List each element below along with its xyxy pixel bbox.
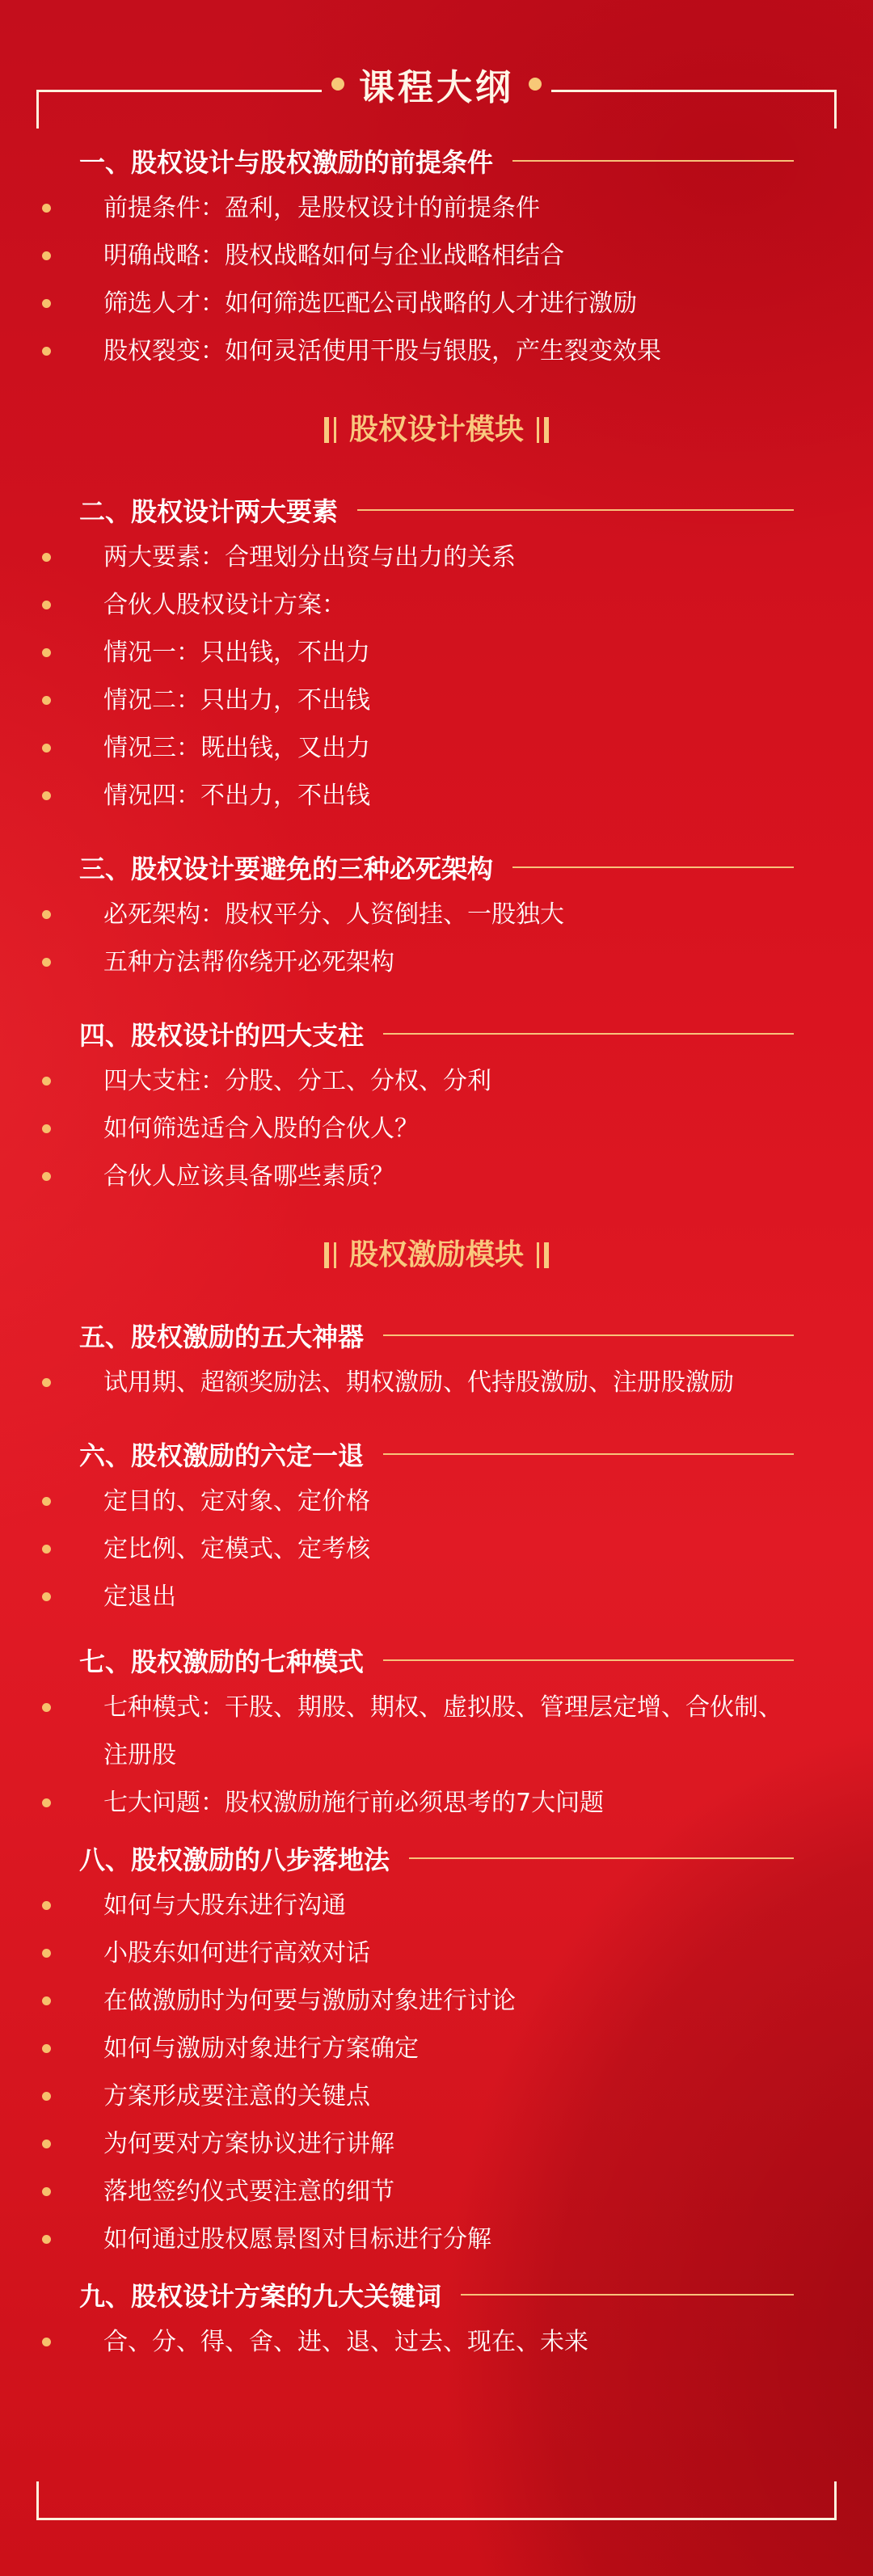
- bullet-list: [79, 1359, 794, 1406]
- section-1: [79, 137, 794, 375]
- list-item: 试用期、超额奖励法、期权激励、代持股激励、注册股激励: [79, 1359, 794, 1406]
- bar-icon: [324, 1242, 329, 1268]
- list-item: 合伙人股权设计方案：: [79, 581, 794, 629]
- section-4: [79, 1010, 794, 1200]
- heading-rule: [357, 509, 794, 511]
- section-7: [79, 1637, 794, 1827]
- bullet-list: [79, 184, 794, 375]
- list-item: 五种方法帮你绕开必死架构: [79, 938, 794, 986]
- section-heading-text: 六、股权激励的六定一退: [79, 1440, 365, 1471]
- title-bar: [0, 58, 873, 110]
- outline-content: [0, 137, 873, 2366]
- heading-rule: [512, 160, 794, 162]
- heading-rule: [383, 1334, 794, 1336]
- bar-icon: [334, 1242, 336, 1268]
- section-heading-text: 二、股权设计两大要素: [79, 496, 339, 527]
- list-item: 如何筛选适合入股的合伙人？: [79, 1105, 794, 1153]
- heading-rule: [383, 1033, 794, 1035]
- list-item: 如何通过股权愿景图对目标进行分解: [79, 2216, 794, 2263]
- section-5: [79, 1312, 794, 1406]
- section-3: [79, 844, 794, 986]
- section-heading-text: 七、股权激励的七种模式: [79, 1646, 365, 1677]
- section-9: [79, 2271, 794, 2366]
- list-item: 为何要对方案协议进行讲解: [79, 2120, 794, 2168]
- list-item: 定比例、定模式、定考核: [79, 1525, 794, 1573]
- section-heading: [79, 2271, 794, 2318]
- module-title-incentive: [0, 1231, 873, 1280]
- list-item: 股权裂变：如何灵活使用干股与银股，产生裂变效果: [79, 327, 794, 375]
- list-item: 方案形成要注意的关键点: [79, 2072, 794, 2120]
- bar-icon: [324, 417, 329, 443]
- list-item: 在做激励时为何要与激励对象进行讨论: [79, 1977, 794, 2025]
- module-title-text: 股权设计模块: [348, 413, 524, 446]
- section-8: [79, 1835, 794, 2263]
- list-item: 落地签约仪式要注意的细节: [79, 2168, 794, 2216]
- module-title-text: 股权激励模块: [348, 1238, 524, 1271]
- module-title-design: [0, 406, 873, 454]
- list-item: 情况一：只出钱，不出力: [79, 629, 794, 677]
- heading-rule: [383, 1659, 794, 1661]
- section-heading: [79, 487, 794, 533]
- list-item: 明确战略：股权战略如何与企业战略相结合: [79, 232, 794, 280]
- heading-rule: [383, 1453, 794, 1455]
- bar-icon: [537, 1242, 539, 1268]
- bullet-list: [79, 533, 794, 820]
- heading-rule: [409, 1857, 794, 1859]
- list-item: 前提条件：盈利，是股权设计的前提条件: [79, 184, 794, 232]
- bar-icon: [334, 417, 336, 443]
- section-heading: [79, 844, 794, 891]
- section-heading: [79, 137, 794, 184]
- section-heading-text: 三、股权设计要避免的三种必死架构: [79, 854, 494, 884]
- list-item: 小股东如何进行高效对话: [79, 1929, 794, 1977]
- section-6: [79, 1431, 794, 1621]
- section-heading: [79, 1431, 794, 1478]
- list-item: 情况二：只出力，不出钱: [79, 677, 794, 724]
- bullet-list: [79, 1478, 794, 1621]
- bar-icon: [537, 417, 539, 443]
- list-item: 合、分、得、舍、进、退、过去、现在、未来: [79, 2318, 794, 2366]
- list-item: 四大支柱：分股、分工、分权、分利: [79, 1057, 794, 1105]
- page-title: 课程大纲: [359, 67, 514, 108]
- section-heading: [79, 1835, 794, 1882]
- section-heading: [79, 1010, 794, 1057]
- list-item: 情况三：既出钱，又出力: [79, 724, 794, 772]
- list-item: 情况四：不出力，不出钱: [79, 772, 794, 820]
- frame-bottom: [36, 2481, 837, 2520]
- section-heading-text: 八、股权激励的八步落地法: [79, 1845, 390, 1875]
- bullet-list: [79, 1684, 794, 1827]
- bullet-list: [79, 1057, 794, 1200]
- section-heading: [79, 1312, 794, 1359]
- list-item: 七大问题：股权激励施行前必须思考的7大问题: [79, 1779, 794, 1827]
- list-item: 筛选人才：如何筛选匹配公司战略的人才进行激励: [79, 280, 794, 327]
- list-item: 定目的、定对象、定价格: [79, 1478, 794, 1525]
- page-title-group: [331, 58, 542, 110]
- section-heading-text: 四、股权设计的四大支柱: [79, 1020, 365, 1051]
- heading-rule: [461, 2294, 794, 2296]
- section-heading-text: 九、股权设计方案的九大关键词: [79, 2281, 442, 2312]
- heading-rule: [512, 866, 794, 868]
- bullet-list: [79, 891, 794, 986]
- section-heading: [79, 1637, 794, 1684]
- bar-icon: [544, 1242, 549, 1268]
- list-item: 必死架构：股权平分、人资倒挂、一股独大: [79, 891, 794, 938]
- list-item: 合伙人应该具备哪些素质？: [79, 1153, 794, 1200]
- list-item: 如何与激励对象进行方案确定: [79, 2025, 794, 2072]
- list-item: 两大要素：合理划分出资与出力的关系: [79, 533, 794, 581]
- bullet-list: [79, 2318, 794, 2366]
- bar-icon: [544, 417, 549, 443]
- list-item: 定退出: [79, 1573, 794, 1621]
- section-heading-text: 五、股权激励的五大神器: [79, 1322, 365, 1352]
- list-item: 七种模式：干股、期股、期权、虚拟股、管理层定增、合伙制、注册股: [79, 1684, 794, 1779]
- dot-icon: [331, 78, 344, 91]
- bullet-list: [79, 1882, 794, 2263]
- section-heading-text: 一、股权设计与股权激励的前提条件: [79, 147, 494, 178]
- section-2: [79, 487, 794, 820]
- list-item: 如何与大股东进行沟通: [79, 1882, 794, 1929]
- dot-icon: [529, 78, 542, 91]
